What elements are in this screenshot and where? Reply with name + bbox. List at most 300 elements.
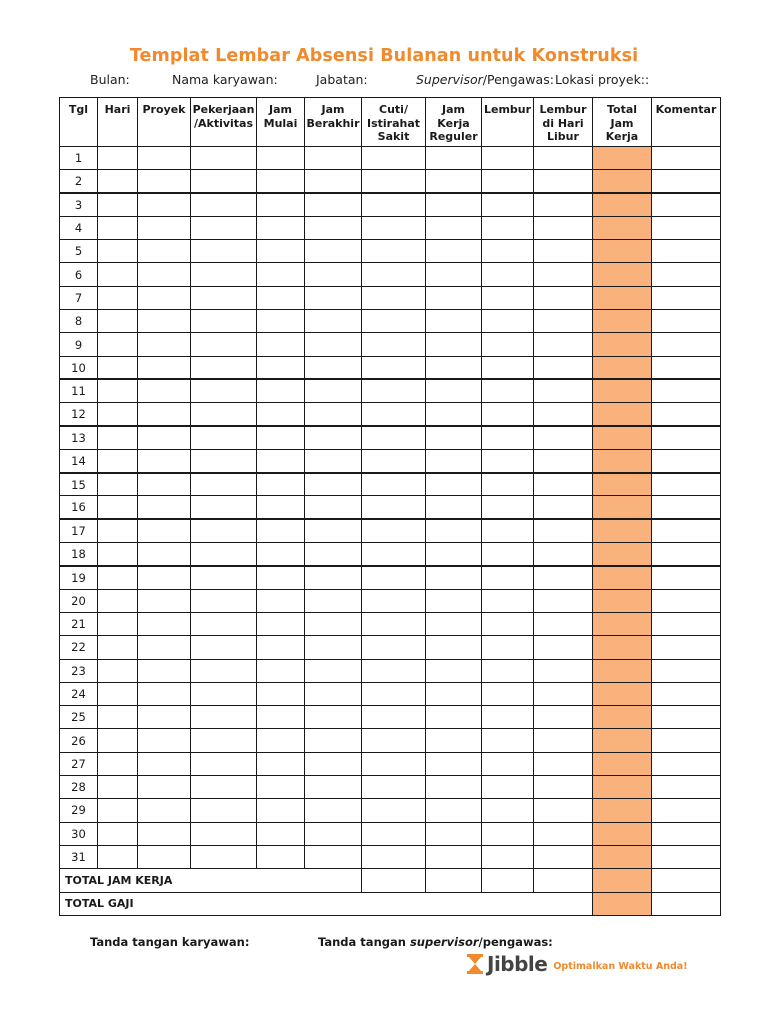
- cell-jam-kerja-reguler[interactable]: [426, 473, 482, 496]
- cell-lembur-libur[interactable]: [534, 286, 593, 309]
- cell-komentar[interactable]: [652, 612, 721, 635]
- cell-lembur-libur[interactable]: [534, 426, 593, 449]
- cell-proyek[interactable]: [138, 706, 191, 729]
- cell-proyek[interactable]: [138, 426, 191, 449]
- cell-total-jam-kerja[interactable]: [593, 379, 652, 402]
- cell-jam-kerja-reguler[interactable]: [426, 333, 482, 356]
- cell-total-jam-kerja[interactable]: [593, 473, 652, 496]
- total-cell-lembur-libur[interactable]: [534, 869, 593, 892]
- cell-jam-mulai[interactable]: [257, 682, 305, 705]
- cell-jam-berakhir[interactable]: [305, 496, 362, 519]
- cell-lembur-libur[interactable]: [534, 449, 593, 472]
- cell-proyek[interactable]: [138, 449, 191, 472]
- cell-hari[interactable]: [98, 240, 138, 263]
- cell-pekerjaan[interactable]: [191, 706, 257, 729]
- cell-lembur[interactable]: [482, 170, 534, 193]
- cell-lembur-libur[interactable]: [534, 659, 593, 682]
- cell-cuti[interactable]: [362, 403, 426, 426]
- cell-jam-mulai[interactable]: [257, 426, 305, 449]
- cell-hari[interactable]: [98, 566, 138, 589]
- cell-jam-kerja-reguler[interactable]: [426, 706, 482, 729]
- cell-jam-berakhir[interactable]: [305, 659, 362, 682]
- cell-komentar[interactable]: [652, 403, 721, 426]
- cell-cuti[interactable]: [362, 310, 426, 333]
- cell-jam-kerja-reguler[interactable]: [426, 403, 482, 426]
- cell-lembur[interactable]: [482, 519, 534, 542]
- cell-jam-berakhir[interactable]: [305, 240, 362, 263]
- cell-cuti[interactable]: [362, 286, 426, 309]
- cell-komentar[interactable]: [652, 589, 721, 612]
- cell-jam-berakhir[interactable]: [305, 729, 362, 752]
- cell-pekerjaan[interactable]: [191, 263, 257, 286]
- cell-lembur-libur[interactable]: [534, 612, 593, 635]
- cell-komentar[interactable]: [652, 776, 721, 799]
- cell-jam-berakhir[interactable]: [305, 193, 362, 216]
- cell-komentar[interactable]: [652, 286, 721, 309]
- cell-jam-mulai[interactable]: [257, 310, 305, 333]
- cell-jam-berakhir[interactable]: [305, 776, 362, 799]
- cell-cuti[interactable]: [362, 147, 426, 170]
- cell-jam-kerja-reguler[interactable]: [426, 519, 482, 542]
- cell-proyek[interactable]: [138, 636, 191, 659]
- cell-jam-berakhir[interactable]: [305, 612, 362, 635]
- cell-pekerjaan[interactable]: [191, 403, 257, 426]
- cell-proyek[interactable]: [138, 659, 191, 682]
- cell-jam-mulai[interactable]: [257, 589, 305, 612]
- cell-lembur[interactable]: [482, 426, 534, 449]
- cell-cuti[interactable]: [362, 519, 426, 542]
- cell-jam-kerja-reguler[interactable]: [426, 356, 482, 379]
- cell-komentar[interactable]: [652, 752, 721, 775]
- cell-pekerjaan[interactable]: [191, 845, 257, 868]
- cell-komentar[interactable]: [652, 636, 721, 659]
- cell-cuti[interactable]: [362, 263, 426, 286]
- cell-pekerjaan[interactable]: [191, 216, 257, 239]
- cell-lembur[interactable]: [482, 147, 534, 170]
- cell-pekerjaan[interactable]: [191, 519, 257, 542]
- cell-hari[interactable]: [98, 729, 138, 752]
- cell-cuti[interactable]: [362, 822, 426, 845]
- cell-jam-berakhir[interactable]: [305, 333, 362, 356]
- cell-cuti[interactable]: [362, 752, 426, 775]
- total-cell-jam-kerja-reguler[interactable]: [426, 869, 482, 892]
- cell-cuti[interactable]: [362, 543, 426, 566]
- cell-proyek[interactable]: [138, 379, 191, 402]
- cell-lembur-libur[interactable]: [534, 496, 593, 519]
- cell-total-jam-kerja[interactable]: [593, 356, 652, 379]
- cell-jam-berakhir[interactable]: [305, 566, 362, 589]
- cell-jam-berakhir[interactable]: [305, 845, 362, 868]
- cell-jam-mulai[interactable]: [257, 379, 305, 402]
- cell-jam-berakhir[interactable]: [305, 589, 362, 612]
- cell-jam-kerja-reguler[interactable]: [426, 449, 482, 472]
- cell-komentar[interactable]: [652, 170, 721, 193]
- cell-lembur-libur[interactable]: [534, 193, 593, 216]
- cell-total-jam-kerja[interactable]: [593, 286, 652, 309]
- cell-hari[interactable]: [98, 543, 138, 566]
- cell-total-jam-kerja[interactable]: [593, 799, 652, 822]
- cell-hari[interactable]: [98, 426, 138, 449]
- cell-pekerjaan[interactable]: [191, 147, 257, 170]
- cell-jam-mulai[interactable]: [257, 449, 305, 472]
- cell-proyek[interactable]: [138, 612, 191, 635]
- cell-proyek[interactable]: [138, 286, 191, 309]
- cell-total-jam-kerja[interactable]: [593, 240, 652, 263]
- cell-jam-mulai[interactable]: [257, 263, 305, 286]
- cell-jam-kerja-reguler[interactable]: [426, 216, 482, 239]
- cell-total-jam-kerja[interactable]: [593, 426, 652, 449]
- cell-jam-kerja-reguler[interactable]: [426, 729, 482, 752]
- cell-total-jam-kerja[interactable]: [593, 263, 652, 286]
- cell-jam-kerja-reguler[interactable]: [426, 286, 482, 309]
- cell-jam-mulai[interactable]: [257, 729, 305, 752]
- cell-hari[interactable]: [98, 473, 138, 496]
- cell-pekerjaan[interactable]: [191, 822, 257, 845]
- cell-cuti[interactable]: [362, 193, 426, 216]
- cell-total-jam-kerja[interactable]: [593, 706, 652, 729]
- cell-komentar[interactable]: [652, 706, 721, 729]
- cell-jam-berakhir[interactable]: [305, 379, 362, 402]
- cell-lembur-libur[interactable]: [534, 310, 593, 333]
- cell-lembur[interactable]: [482, 612, 534, 635]
- cell-cuti[interactable]: [362, 612, 426, 635]
- cell-pekerjaan[interactable]: [191, 310, 257, 333]
- cell-hari[interactable]: [98, 519, 138, 542]
- cell-lembur[interactable]: [482, 682, 534, 705]
- cell-hari[interactable]: [98, 170, 138, 193]
- cell-lembur[interactable]: [482, 333, 534, 356]
- cell-lembur-libur[interactable]: [534, 752, 593, 775]
- cell-lembur[interactable]: [482, 286, 534, 309]
- cell-jam-kerja-reguler[interactable]: [426, 263, 482, 286]
- cell-lembur[interactable]: [482, 543, 534, 566]
- cell-pekerjaan[interactable]: [191, 776, 257, 799]
- cell-pekerjaan[interactable]: [191, 612, 257, 635]
- cell-lembur[interactable]: [482, 706, 534, 729]
- cell-komentar[interactable]: [652, 799, 721, 822]
- cell-hari[interactable]: [98, 147, 138, 170]
- cell-proyek[interactable]: [138, 682, 191, 705]
- cell-total-jam-kerja[interactable]: [593, 752, 652, 775]
- cell-proyek[interactable]: [138, 240, 191, 263]
- cell-hari[interactable]: [98, 310, 138, 333]
- cell-lembur[interactable]: [482, 659, 534, 682]
- cell-jam-berakhir[interactable]: [305, 310, 362, 333]
- cell-total-jam-kerja[interactable]: [593, 310, 652, 333]
- cell-jam-mulai[interactable]: [257, 473, 305, 496]
- cell-jam-kerja-reguler[interactable]: [426, 776, 482, 799]
- cell-jam-mulai[interactable]: [257, 356, 305, 379]
- cell-lembur-libur[interactable]: [534, 566, 593, 589]
- cell-total-jam-kerja[interactable]: [593, 822, 652, 845]
- cell-proyek[interactable]: [138, 543, 191, 566]
- cell-lembur[interactable]: [482, 729, 534, 752]
- cell-komentar[interactable]: [652, 193, 721, 216]
- cell-lembur[interactable]: [482, 752, 534, 775]
- cell-cuti[interactable]: [362, 589, 426, 612]
- cell-hari[interactable]: [98, 449, 138, 472]
- cell-komentar[interactable]: [652, 426, 721, 449]
- cell-hari[interactable]: [98, 193, 138, 216]
- cell-pekerjaan[interactable]: [191, 193, 257, 216]
- cell-lembur-libur[interactable]: [534, 170, 593, 193]
- cell-jam-mulai[interactable]: [257, 799, 305, 822]
- cell-cuti[interactable]: [362, 333, 426, 356]
- cell-cuti[interactable]: [362, 776, 426, 799]
- cell-hari[interactable]: [98, 845, 138, 868]
- cell-pekerjaan[interactable]: [191, 589, 257, 612]
- cell-jam-berakhir[interactable]: [305, 543, 362, 566]
- cell-pekerjaan[interactable]: [191, 286, 257, 309]
- cell-hari[interactable]: [98, 379, 138, 402]
- cell-proyek[interactable]: [138, 473, 191, 496]
- cell-lembur[interactable]: [482, 263, 534, 286]
- cell-proyek[interactable]: [138, 263, 191, 286]
- cell-hari[interactable]: [98, 682, 138, 705]
- cell-jam-berakhir[interactable]: [305, 799, 362, 822]
- cell-hari[interactable]: [98, 286, 138, 309]
- cell-jam-kerja-reguler[interactable]: [426, 589, 482, 612]
- cell-total-jam-kerja[interactable]: [593, 776, 652, 799]
- cell-jam-mulai[interactable]: [257, 659, 305, 682]
- total-gaji-value-cell[interactable]: [593, 892, 652, 915]
- cell-jam-mulai[interactable]: [257, 403, 305, 426]
- cell-pekerjaan[interactable]: [191, 799, 257, 822]
- total-cell-cuti[interactable]: [362, 869, 426, 892]
- cell-jam-berakhir[interactable]: [305, 356, 362, 379]
- cell-total-jam-kerja[interactable]: [593, 147, 652, 170]
- cell-lembur-libur[interactable]: [534, 403, 593, 426]
- cell-komentar[interactable]: [652, 845, 721, 868]
- cell-total-jam-kerja[interactable]: [593, 566, 652, 589]
- cell-proyek[interactable]: [138, 822, 191, 845]
- cell-jam-berakhir[interactable]: [305, 426, 362, 449]
- cell-lembur-libur[interactable]: [534, 263, 593, 286]
- cell-proyek[interactable]: [138, 496, 191, 519]
- total-cell-total-jam-kerja[interactable]: [593, 869, 652, 892]
- cell-jam-berakhir[interactable]: [305, 706, 362, 729]
- cell-proyek[interactable]: [138, 729, 191, 752]
- cell-total-jam-kerja[interactable]: [593, 449, 652, 472]
- cell-hari[interactable]: [98, 659, 138, 682]
- cell-lembur[interactable]: [482, 240, 534, 263]
- cell-cuti[interactable]: [362, 379, 426, 402]
- cell-proyek[interactable]: [138, 170, 191, 193]
- cell-total-jam-kerja[interactable]: [593, 216, 652, 239]
- cell-total-jam-kerja[interactable]: [593, 333, 652, 356]
- cell-proyek[interactable]: [138, 356, 191, 379]
- cell-proyek[interactable]: [138, 589, 191, 612]
- cell-komentar[interactable]: [652, 822, 721, 845]
- cell-lembur-libur[interactable]: [534, 519, 593, 542]
- cell-lembur-libur[interactable]: [534, 799, 593, 822]
- cell-jam-mulai[interactable]: [257, 496, 305, 519]
- cell-hari[interactable]: [98, 799, 138, 822]
- cell-lembur-libur[interactable]: [534, 845, 593, 868]
- cell-komentar[interactable]: [652, 496, 721, 519]
- cell-pekerjaan[interactable]: [191, 426, 257, 449]
- cell-komentar[interactable]: [652, 263, 721, 286]
- cell-pekerjaan[interactable]: [191, 682, 257, 705]
- cell-proyek[interactable]: [138, 799, 191, 822]
- cell-jam-mulai[interactable]: [257, 612, 305, 635]
- cell-komentar[interactable]: [652, 729, 721, 752]
- cell-hari[interactable]: [98, 496, 138, 519]
- cell-hari[interactable]: [98, 333, 138, 356]
- total-gaji-comment-cell[interactable]: [652, 892, 721, 915]
- cell-total-jam-kerja[interactable]: [593, 193, 652, 216]
- cell-lembur[interactable]: [482, 193, 534, 216]
- cell-pekerjaan[interactable]: [191, 379, 257, 402]
- cell-hari[interactable]: [98, 263, 138, 286]
- cell-hari[interactable]: [98, 776, 138, 799]
- cell-komentar[interactable]: [652, 356, 721, 379]
- cell-proyek[interactable]: [138, 845, 191, 868]
- cell-lembur[interactable]: [482, 216, 534, 239]
- cell-total-jam-kerja[interactable]: [593, 612, 652, 635]
- cell-lembur[interactable]: [482, 589, 534, 612]
- cell-hari[interactable]: [98, 636, 138, 659]
- cell-jam-berakhir[interactable]: [305, 449, 362, 472]
- cell-jam-mulai[interactable]: [257, 240, 305, 263]
- cell-jam-kerja-reguler[interactable]: [426, 752, 482, 775]
- cell-cuti[interactable]: [362, 636, 426, 659]
- cell-proyek[interactable]: [138, 566, 191, 589]
- cell-lembur[interactable]: [482, 473, 534, 496]
- cell-pekerjaan[interactable]: [191, 356, 257, 379]
- cell-cuti[interactable]: [362, 845, 426, 868]
- cell-lembur-libur[interactable]: [534, 333, 593, 356]
- cell-jam-kerja-reguler[interactable]: [426, 426, 482, 449]
- cell-lembur-libur[interactable]: [534, 379, 593, 402]
- cell-jam-berakhir[interactable]: [305, 147, 362, 170]
- cell-jam-mulai[interactable]: [257, 636, 305, 659]
- cell-lembur-libur[interactable]: [534, 356, 593, 379]
- cell-pekerjaan[interactable]: [191, 473, 257, 496]
- cell-cuti[interactable]: [362, 729, 426, 752]
- cell-lembur[interactable]: [482, 496, 534, 519]
- cell-jam-mulai[interactable]: [257, 170, 305, 193]
- cell-lembur[interactable]: [482, 566, 534, 589]
- cell-komentar[interactable]: [652, 682, 721, 705]
- cell-cuti[interactable]: [362, 356, 426, 379]
- cell-jam-mulai[interactable]: [257, 543, 305, 566]
- cell-total-jam-kerja[interactable]: [593, 636, 652, 659]
- cell-komentar[interactable]: [652, 240, 721, 263]
- cell-total-jam-kerja[interactable]: [593, 403, 652, 426]
- cell-hari[interactable]: [98, 216, 138, 239]
- cell-lembur-libur[interactable]: [534, 240, 593, 263]
- cell-jam-mulai[interactable]: [257, 776, 305, 799]
- cell-jam-berakhir[interactable]: [305, 752, 362, 775]
- cell-lembur[interactable]: [482, 799, 534, 822]
- cell-hari[interactable]: [98, 822, 138, 845]
- cell-cuti[interactable]: [362, 682, 426, 705]
- cell-jam-kerja-reguler[interactable]: [426, 612, 482, 635]
- cell-pekerjaan[interactable]: [191, 496, 257, 519]
- cell-lembur[interactable]: [482, 310, 534, 333]
- cell-pekerjaan[interactable]: [191, 170, 257, 193]
- cell-lembur-libur[interactable]: [534, 543, 593, 566]
- cell-pekerjaan[interactable]: [191, 566, 257, 589]
- cell-total-jam-kerja[interactable]: [593, 845, 652, 868]
- cell-proyek[interactable]: [138, 193, 191, 216]
- cell-jam-kerja-reguler[interactable]: [426, 799, 482, 822]
- cell-hari[interactable]: [98, 356, 138, 379]
- cell-lembur-libur[interactable]: [534, 822, 593, 845]
- cell-jam-kerja-reguler[interactable]: [426, 636, 482, 659]
- cell-jam-kerja-reguler[interactable]: [426, 566, 482, 589]
- cell-komentar[interactable]: [652, 216, 721, 239]
- cell-cuti[interactable]: [362, 799, 426, 822]
- cell-komentar[interactable]: [652, 543, 721, 566]
- cell-jam-mulai[interactable]: [257, 193, 305, 216]
- cell-proyek[interactable]: [138, 776, 191, 799]
- cell-lembur-libur[interactable]: [534, 589, 593, 612]
- cell-komentar[interactable]: [652, 519, 721, 542]
- cell-proyek[interactable]: [138, 333, 191, 356]
- cell-jam-berakhir[interactable]: [305, 473, 362, 496]
- cell-hari[interactable]: [98, 706, 138, 729]
- cell-jam-mulai[interactable]: [257, 752, 305, 775]
- cell-pekerjaan[interactable]: [191, 333, 257, 356]
- cell-lembur-libur[interactable]: [534, 147, 593, 170]
- cell-cuti[interactable]: [362, 170, 426, 193]
- cell-jam-kerja-reguler[interactable]: [426, 379, 482, 402]
- cell-lembur-libur[interactable]: [534, 729, 593, 752]
- cell-hari[interactable]: [98, 589, 138, 612]
- cell-total-jam-kerja[interactable]: [593, 543, 652, 566]
- cell-jam-mulai[interactable]: [257, 286, 305, 309]
- cell-cuti[interactable]: [362, 473, 426, 496]
- cell-cuti[interactable]: [362, 426, 426, 449]
- cell-cuti[interactable]: [362, 449, 426, 472]
- cell-total-jam-kerja[interactable]: [593, 496, 652, 519]
- cell-cuti[interactable]: [362, 659, 426, 682]
- cell-proyek[interactable]: [138, 310, 191, 333]
- cell-lembur[interactable]: [482, 449, 534, 472]
- cell-lembur[interactable]: [482, 822, 534, 845]
- cell-jam-berakhir[interactable]: [305, 519, 362, 542]
- cell-lembur-libur[interactable]: [534, 706, 593, 729]
- cell-pekerjaan[interactable]: [191, 543, 257, 566]
- cell-total-jam-kerja[interactable]: [593, 589, 652, 612]
- cell-komentar[interactable]: [652, 333, 721, 356]
- total-cell-lembur[interactable]: [482, 869, 534, 892]
- cell-jam-berakhir[interactable]: [305, 216, 362, 239]
- cell-lembur-libur[interactable]: [534, 216, 593, 239]
- cell-jam-kerja-reguler[interactable]: [426, 496, 482, 519]
- cell-proyek[interactable]: [138, 519, 191, 542]
- total-cell-komentar[interactable]: [652, 869, 721, 892]
- cell-hari[interactable]: [98, 612, 138, 635]
- cell-jam-kerja-reguler[interactable]: [426, 147, 482, 170]
- cell-lembur[interactable]: [482, 356, 534, 379]
- cell-jam-kerja-reguler[interactable]: [426, 682, 482, 705]
- cell-lembur[interactable]: [482, 776, 534, 799]
- cell-pekerjaan[interactable]: [191, 729, 257, 752]
- cell-jam-mulai[interactable]: [257, 845, 305, 868]
- cell-lembur[interactable]: [482, 845, 534, 868]
- cell-hari[interactable]: [98, 752, 138, 775]
- cell-pekerjaan[interactable]: [191, 752, 257, 775]
- cell-pekerjaan[interactable]: [191, 659, 257, 682]
- cell-hari[interactable]: [98, 403, 138, 426]
- cell-pekerjaan[interactable]: [191, 449, 257, 472]
- cell-lembur[interactable]: [482, 403, 534, 426]
- cell-total-jam-kerja[interactable]: [593, 170, 652, 193]
- cell-jam-mulai[interactable]: [257, 147, 305, 170]
